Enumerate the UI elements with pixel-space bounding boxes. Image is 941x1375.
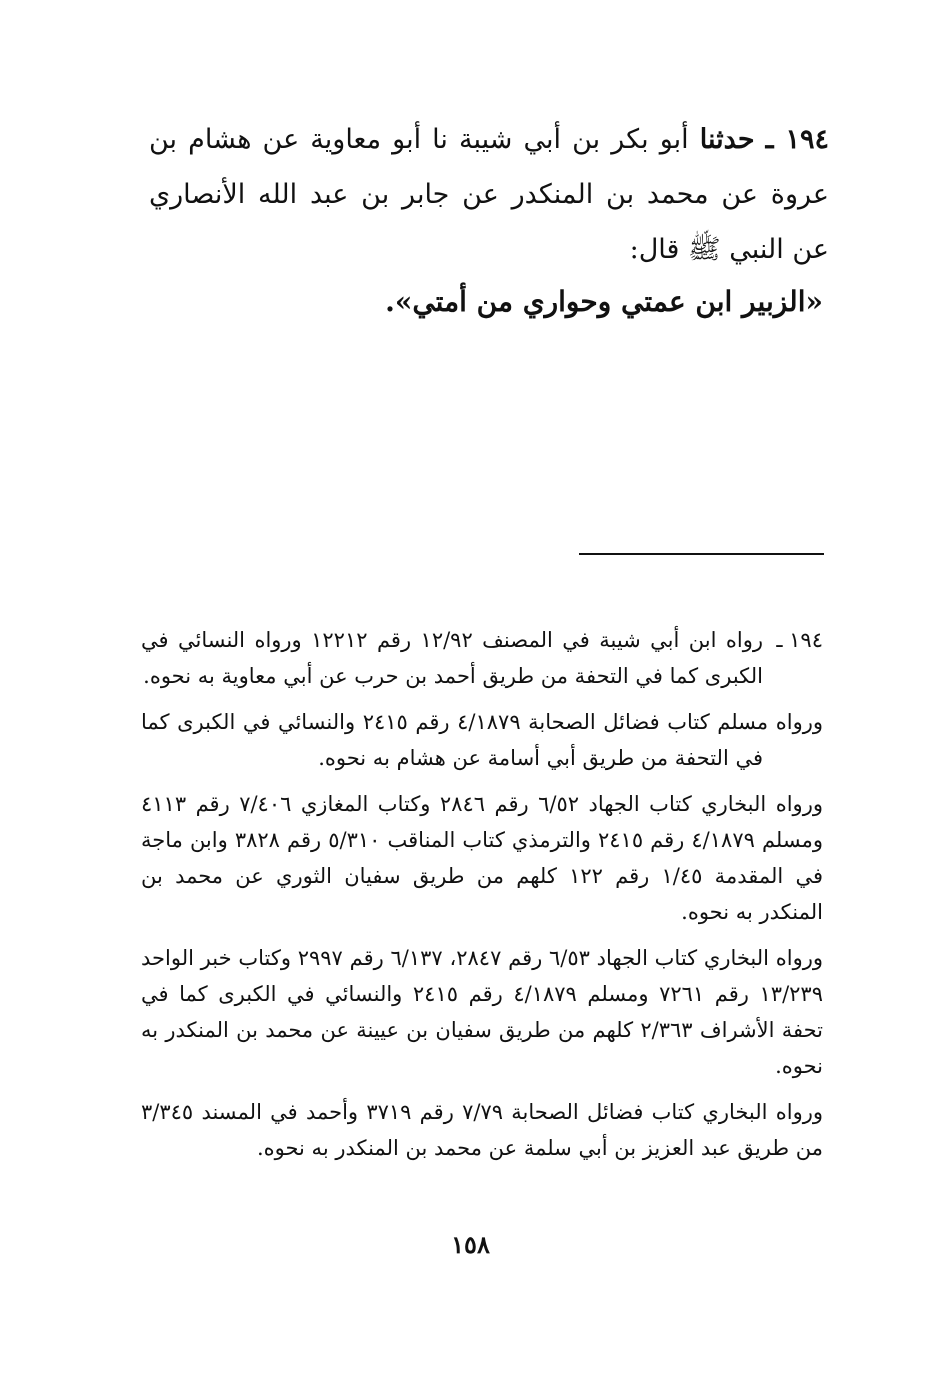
page-number: ١٥٨ <box>451 1230 490 1259</box>
footnote-number: ١٩٤ ـ <box>776 628 823 652</box>
footnote-text: رواه ابن أبي شيبة في المصنف ١٢/٩٢ رقم ١٢٢١٢ ورواه النسائي في الكبرى كما في التحفة من طريق أحمد بن حرب عن أبي معاوية به نحوه. <box>141 628 763 688</box>
footnote-paragraph: ورواه البخاري كتاب فضائل الصحابة ٧/٧٩ رقم ٣٧١٩ وأحمد في المسند ٣/٣٤٥ من طريق عبد العزيز بن أبي سلمة عن محمد بن المنكدر به نحوه. <box>141 1100 823 1160</box>
hadith-quote: «الزبير ابن عمتي وحواري من أمتي». <box>385 285 823 318</box>
footnotes-block <box>141 622 823 1176</box>
footnote-paragraph: ورواه مسلم كتاب فضائل الصحابة ٤/١٨٧٩ رقم ٢٤١٥ والنسائي في الكبرى كما في التحفة من طريق أبي أسامة عن هشام به نحوه. <box>141 710 823 770</box>
hadith-said-word: حدثنا <box>699 124 755 155</box>
hadith-number: ١٩٤ ـ <box>765 124 830 155</box>
hadith-block <box>149 112 829 327</box>
footnote-paragraph <box>141 622 823 694</box>
hadith-chain: أبو بكر بن أبي شيبة نا أبو معاوية عن هشام بن عروة عن محمد بن المنكدر عن جابر بن عبد الله الأنصاري عن النبي ﷺ قال: <box>149 124 829 265</box>
footnote-paragraph: ورواه البخاري كتاب الجهاد ٦/٥٢ رقم ٢٨٤٦ وكتاب المغازي ٧/٤٠٦ رقم ٤١١٣ ومسلم ٤/١٨٧٩ رقم ٢٤١٥ والترمذي كتاب المناقب ٥/٣١٠ رقم ٣٨٢٨ وابن ماجة في المقدمة ١/٤٥ رقم ١٢٢ كلهم من طريق سفيان الثوري عن محمد بن المنكدر به نحوه. <box>141 792 824 924</box>
footnote-paragraph: ورواه البخاري كتاب الجهاد ٦/٥٣ رقم ٢٨٤٧، ٦/١٣٧ رقم ٢٩٩٧ وكتاب خبر الواحد ١٣/٢٣٩ رقم ٧٢٦١ ومسلم ٤/١٨٧٩ رقم ٢٤١٥ والنسائي في الكبرى كما في تحفة الأشراف ٢/٣٦٣ كلهم من طريق سفيان بن عيينة عن محمد بن المنكدر به نحوه. <box>141 946 824 1078</box>
hadith-text <box>149 112 829 277</box>
footnote-separator <box>579 553 824 555</box>
